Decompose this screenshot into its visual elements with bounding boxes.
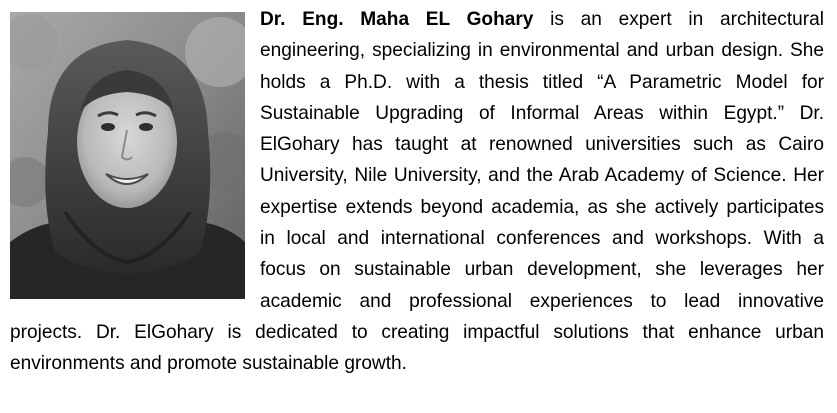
portrait-photo <box>10 12 245 299</box>
bio-text: is an expert in architectural engineering, specializing in environmental and urban design. She holds a Ph.D. with a thesis titled “A Parametric Model for Sustainable Upgrading of Informal Areas within Egypt.” Dr. ElGohary has taught at renowned universities such as Cairo University, Nile University, and the Arab Academy of Science. Her expertise extends beyond academia, as she actively participates in local and international conferences and workshops. With a focus on sustainable urban development, she leverages her academic and professional experiences to lead innovative projects. Dr. ElGohary is dedicated to creating impactful solutions that enhance urban environments and promote sustainable growth. <box>10 9 824 375</box>
portrait-image <box>10 12 245 299</box>
bio-paragraph <box>10 4 824 380</box>
person-name: Dr. Eng. Maha EL Gohary <box>260 9 534 30</box>
